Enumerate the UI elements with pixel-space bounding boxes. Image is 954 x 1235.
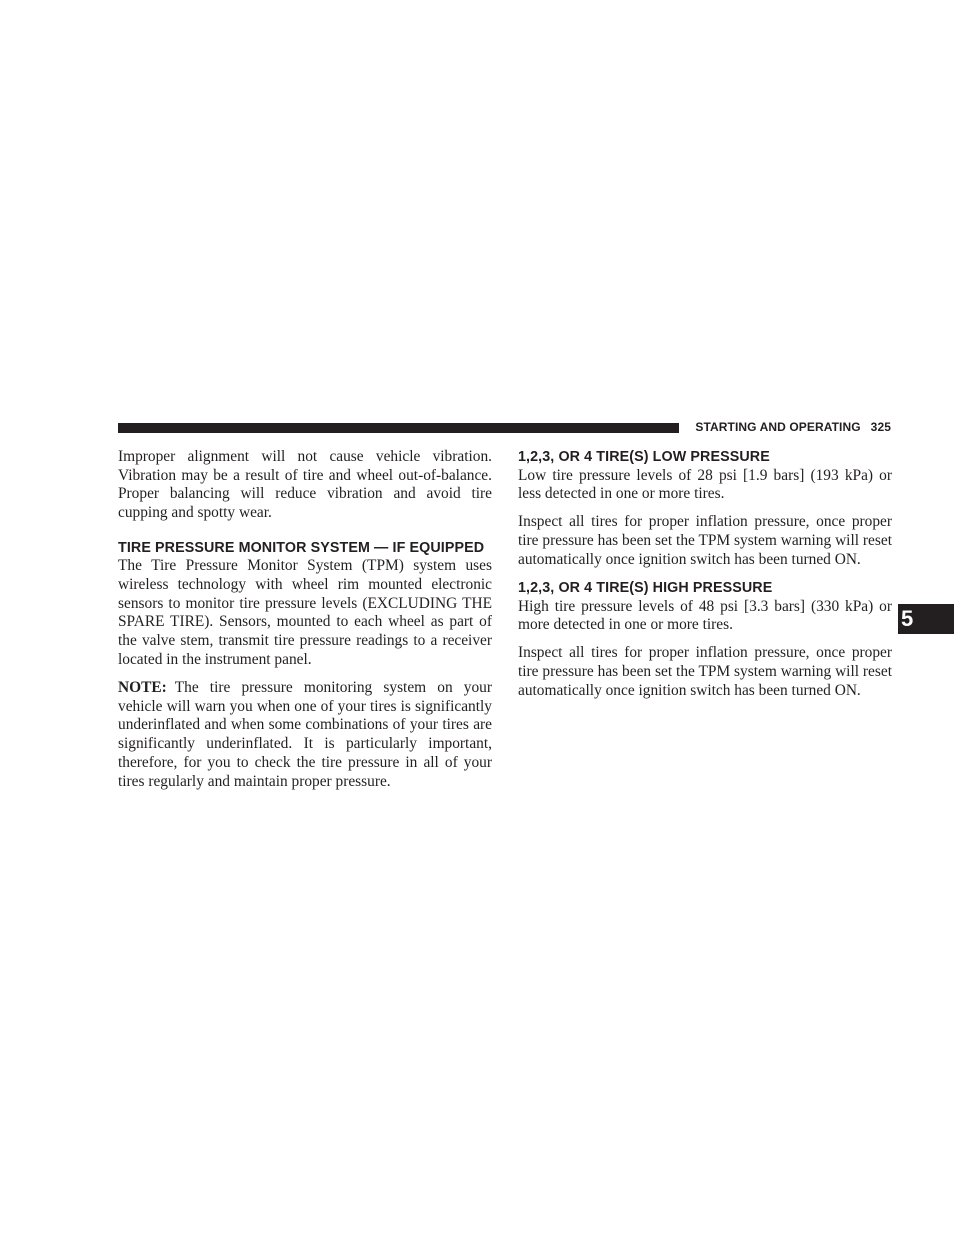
low-pressure-heading: 1,2,3, OR 4 TIRE(S) LOW PRESSURE: [518, 449, 770, 465]
note-paragraph: [118, 679, 492, 791]
high-pressure-paragraph: High tire pressure levels of 48 psi [3.3 bars] (330 kPa) or more detected in one or more tires.: [518, 597, 892, 634]
note-label: NOTE:: [118, 679, 167, 697]
tpms-paragraph: The Tire Pressure Monitor System (TPM) system uses wireless technology with wheel rim mounted electronic sensors to monitor tire pressure levels (EXCLUDING THE SPARE TIRE). Sensors, mounted to each wheel as part of the valve stem, transmit tire pressure readings to a receiver located in the instrument panel.: [118, 557, 492, 668]
right-column: [518, 448, 892, 710]
page-number: 325: [870, 420, 891, 434]
tpms-heading: TIRE PRESSURE MONITOR SYSTEM — IF EQUIPPED: [118, 539, 485, 556]
chapter-tab: 5: [898, 604, 954, 634]
intro-paragraph: Improper alignment will not cause vehicle vibration. Vibration may be a result of tire and wheel out-of-balance. Proper balancing will reduce vibration and avoid tire cupping and spotty wear.: [118, 448, 492, 522]
note-text: The tire pressure monitoring system on your vehicle will warn you when one of your tires is significantly underinflated and when some combinations of your tires are significantly underinflated. It is particularly important, therefore, for you to check the tire pressure in all of your tires regularly and maintain proper pressure.: [118, 679, 492, 790]
section-title: STARTING AND OPERATING: [695, 420, 861, 434]
high-pressure-heading: 1,2,3, OR 4 TIRE(S) HIGH PRESSURE: [518, 580, 773, 597]
running-header: [695, 420, 891, 434]
low-pressure-inspect-paragraph: Inspect all tires for proper inflation pressure, once proper tire pressure has been set the TPM system warning will reset automatically once ignition switch has been turned ON.: [518, 513, 892, 568]
high-pressure-inspect-paragraph: Inspect all tires for proper inflation pressure, once proper tire pressure has been set the TPM system warning will reset automatically once ignition switch has been turned ON.: [518, 644, 892, 699]
low-pressure-paragraph: Low tire pressure levels of 28 psi [1.9 bars] (193 kPa) or less detected in one or more tires.: [518, 466, 892, 503]
header-rule: [118, 423, 679, 433]
left-column: [118, 448, 492, 801]
